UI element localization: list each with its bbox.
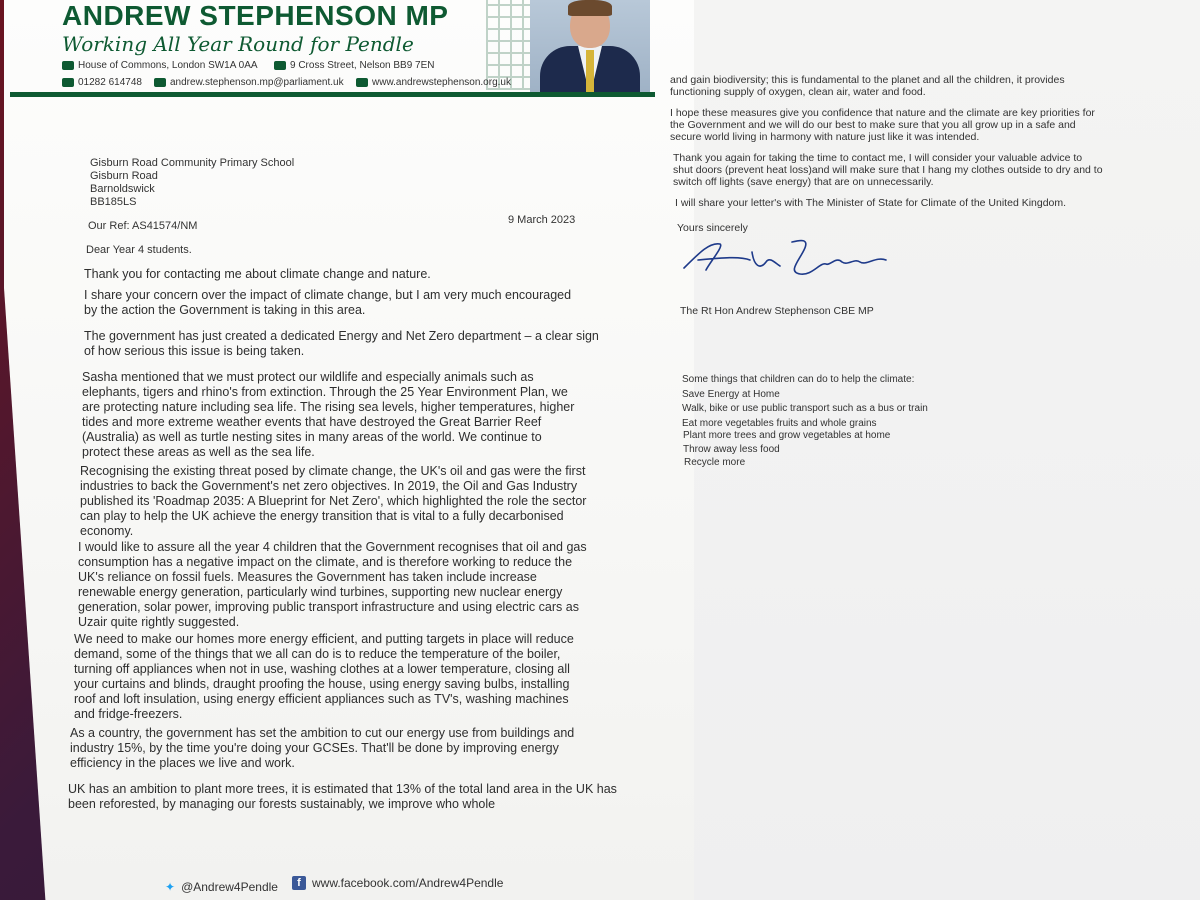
paragraph-3: The government has just created a dedicated Energy and Net Zero department – a clear sign of how serious this issue is being taken. xyxy=(84,329,599,358)
twitter-icon: ✦ xyxy=(165,880,176,894)
footer-twitter xyxy=(165,880,278,894)
letterhead xyxy=(56,0,656,96)
address-commons: House of Commons, London SW1A 0AA xyxy=(78,60,258,71)
paragraph-6: I would like to assure all the year 4 children that the Government recognises that oil and gas consumption has a negative impact on the climate, and is therefore working to reduce the UK's reliance on fossil fuels. Measures the Government has taken include increase renewable energy generation, particularly wind turbines, supporting new nuclear energy generation, solar power, improving public transport infrastructure and using electric cars as Uzair quite rightly suggested. xyxy=(78,540,587,629)
footer-facebook xyxy=(292,876,503,890)
list-item: Walk, bike or use public transport such as a bus or train xyxy=(682,403,928,414)
paragraph-8: As a country, the government has set the ambition to cut our energy use from buildings and industry 15%, by the time you're doing your GCSEs. That'll be done by improving energy efficiency in the places we live and work. xyxy=(70,726,575,770)
website: www.andrewstephenson.org.uk xyxy=(372,77,511,88)
phone-number: 01282 614748 xyxy=(78,77,142,88)
list-item: Save Energy at Home xyxy=(682,389,780,400)
list-title: Some things that children can do to help the climate: xyxy=(682,374,915,385)
contact-phone xyxy=(62,77,142,88)
list-item: Throw away less food xyxy=(683,444,780,455)
contact-website xyxy=(356,77,511,88)
list-item: Plant more trees and grow vegetables at home xyxy=(683,430,891,441)
email-icon xyxy=(154,78,166,87)
paragraph-9: UK has an ambition to plant more trees, it is estimated that 13% of the total land area in the UK has been reforested, by managing our forests sustainably, we improve who whole xyxy=(68,782,617,811)
list-item: Recycle more xyxy=(684,457,746,468)
letterhead-rule xyxy=(10,92,655,97)
list-item: Eat more vegetables fruits and whole grains xyxy=(682,418,877,429)
phone-icon xyxy=(62,78,74,87)
paragraph-1: Thank you for contacting me about climate change and nature. xyxy=(84,267,431,281)
closing: Yours sincerely xyxy=(677,222,748,234)
letter-date: 9 March 2023 xyxy=(508,214,576,226)
twitter-handle: @Andrew4Pendle xyxy=(181,880,278,894)
recipient-line-2: Gisburn Road xyxy=(90,170,158,182)
mp-portrait xyxy=(530,0,650,92)
contact-email xyxy=(154,77,344,88)
paragraph-5: Recognising the existing threat posed by climate change, the UK's oil and gas were the first industries to back the Government's net zero objectives. In 2019, the Oil and Gas Industry published its 'Roadmap 2035: A Blueprint for Net Zero', which highlighted the role the sector can play to help the UK achieve the energy transition that is vital to a fully decarbonised economy. xyxy=(80,464,587,538)
paragraph-7: We need to make our homes more energy efficient, and putting targets in place will reduce demand, some of the things that we all can do is to reduce the temperature of the boiler, turning off appliances when not in use, washing clothes at a lower temperature, closing all your curtains and blinds, draught proofing the house, using energy saving bulbs, installing roof and loft insulation, using energy efficient appliances such as TV's, washing machines and fridge-freezers. xyxy=(74,632,574,721)
mp-name: ANDREW STEPHENSON MP xyxy=(62,0,449,31)
paragraph-2: I share your concern over the impact of climate change, but I am very much encouraged by the action the Government is taking in this area. xyxy=(84,288,572,317)
recipient-line-3: Barnoldswick xyxy=(90,183,155,195)
contact-commons xyxy=(62,60,258,71)
reference: Our Ref: AS41574/NM xyxy=(88,220,198,232)
signatory: The Rt Hon Andrew Stephenson CBE MP xyxy=(680,305,874,317)
building-icon xyxy=(274,61,286,70)
facebook-url: www.facebook.com/Andrew4Pendle xyxy=(312,876,504,890)
signature xyxy=(680,232,910,282)
web-icon xyxy=(356,78,368,87)
paragraph-4: Sasha mentioned that we must protect our wildlife and especially animals such as elephants, tigers and rhino's from extinction. Through the 25 Year Environment Plan, we are protecting nature including sea life. The rising sea levels, higher temperatures, higher tides and more extreme weather events that have destroyed the Great Barrier Reef (Australia) as well as turtle nesting sites in many areas of the world. We continue to protect these areas as well as the sea life. xyxy=(82,370,575,459)
right-paragraph-1: and gain biodiversity; this is fundamental to the planet and all the children, it provides functioning supply of oxygen, clean air, water and food. xyxy=(670,74,1065,98)
building-icon xyxy=(62,61,74,70)
address-local: 9 Cross Street, Nelson BB9 7EN xyxy=(290,60,435,71)
right-paragraph-2: I hope these measures give you confidence that nature and the climate are key priorities for the Government and we will do our best to make sure that you all grow up in a safe and secure world living in harmony with nature just like it was intended. xyxy=(670,107,1095,143)
salutation: Dear Year 4 students. xyxy=(86,244,192,256)
right-paragraph-3: Thank you again for taking the time to contact me, I will consider your valuable advice to shut doors (prevent heat loss)and will make sure that I hang my clothes outside to dry and to switch off lights (save energy) that are on unnecessarily. xyxy=(673,152,1103,188)
recipient-line-1: Gisburn Road Community Primary School xyxy=(90,157,295,169)
recipient-line-4: BB185LS xyxy=(90,196,137,208)
facebook-icon: f xyxy=(292,876,306,890)
right-paragraph-4: I will share your letter's with The Minister of State for Climate of the United Kingdom. xyxy=(675,197,1067,209)
mp-slogan: Working All Year Round for Pendle xyxy=(62,32,414,56)
email-address: andrew.stephenson.mp@parliament.uk xyxy=(170,77,344,88)
contact-local xyxy=(274,60,435,71)
